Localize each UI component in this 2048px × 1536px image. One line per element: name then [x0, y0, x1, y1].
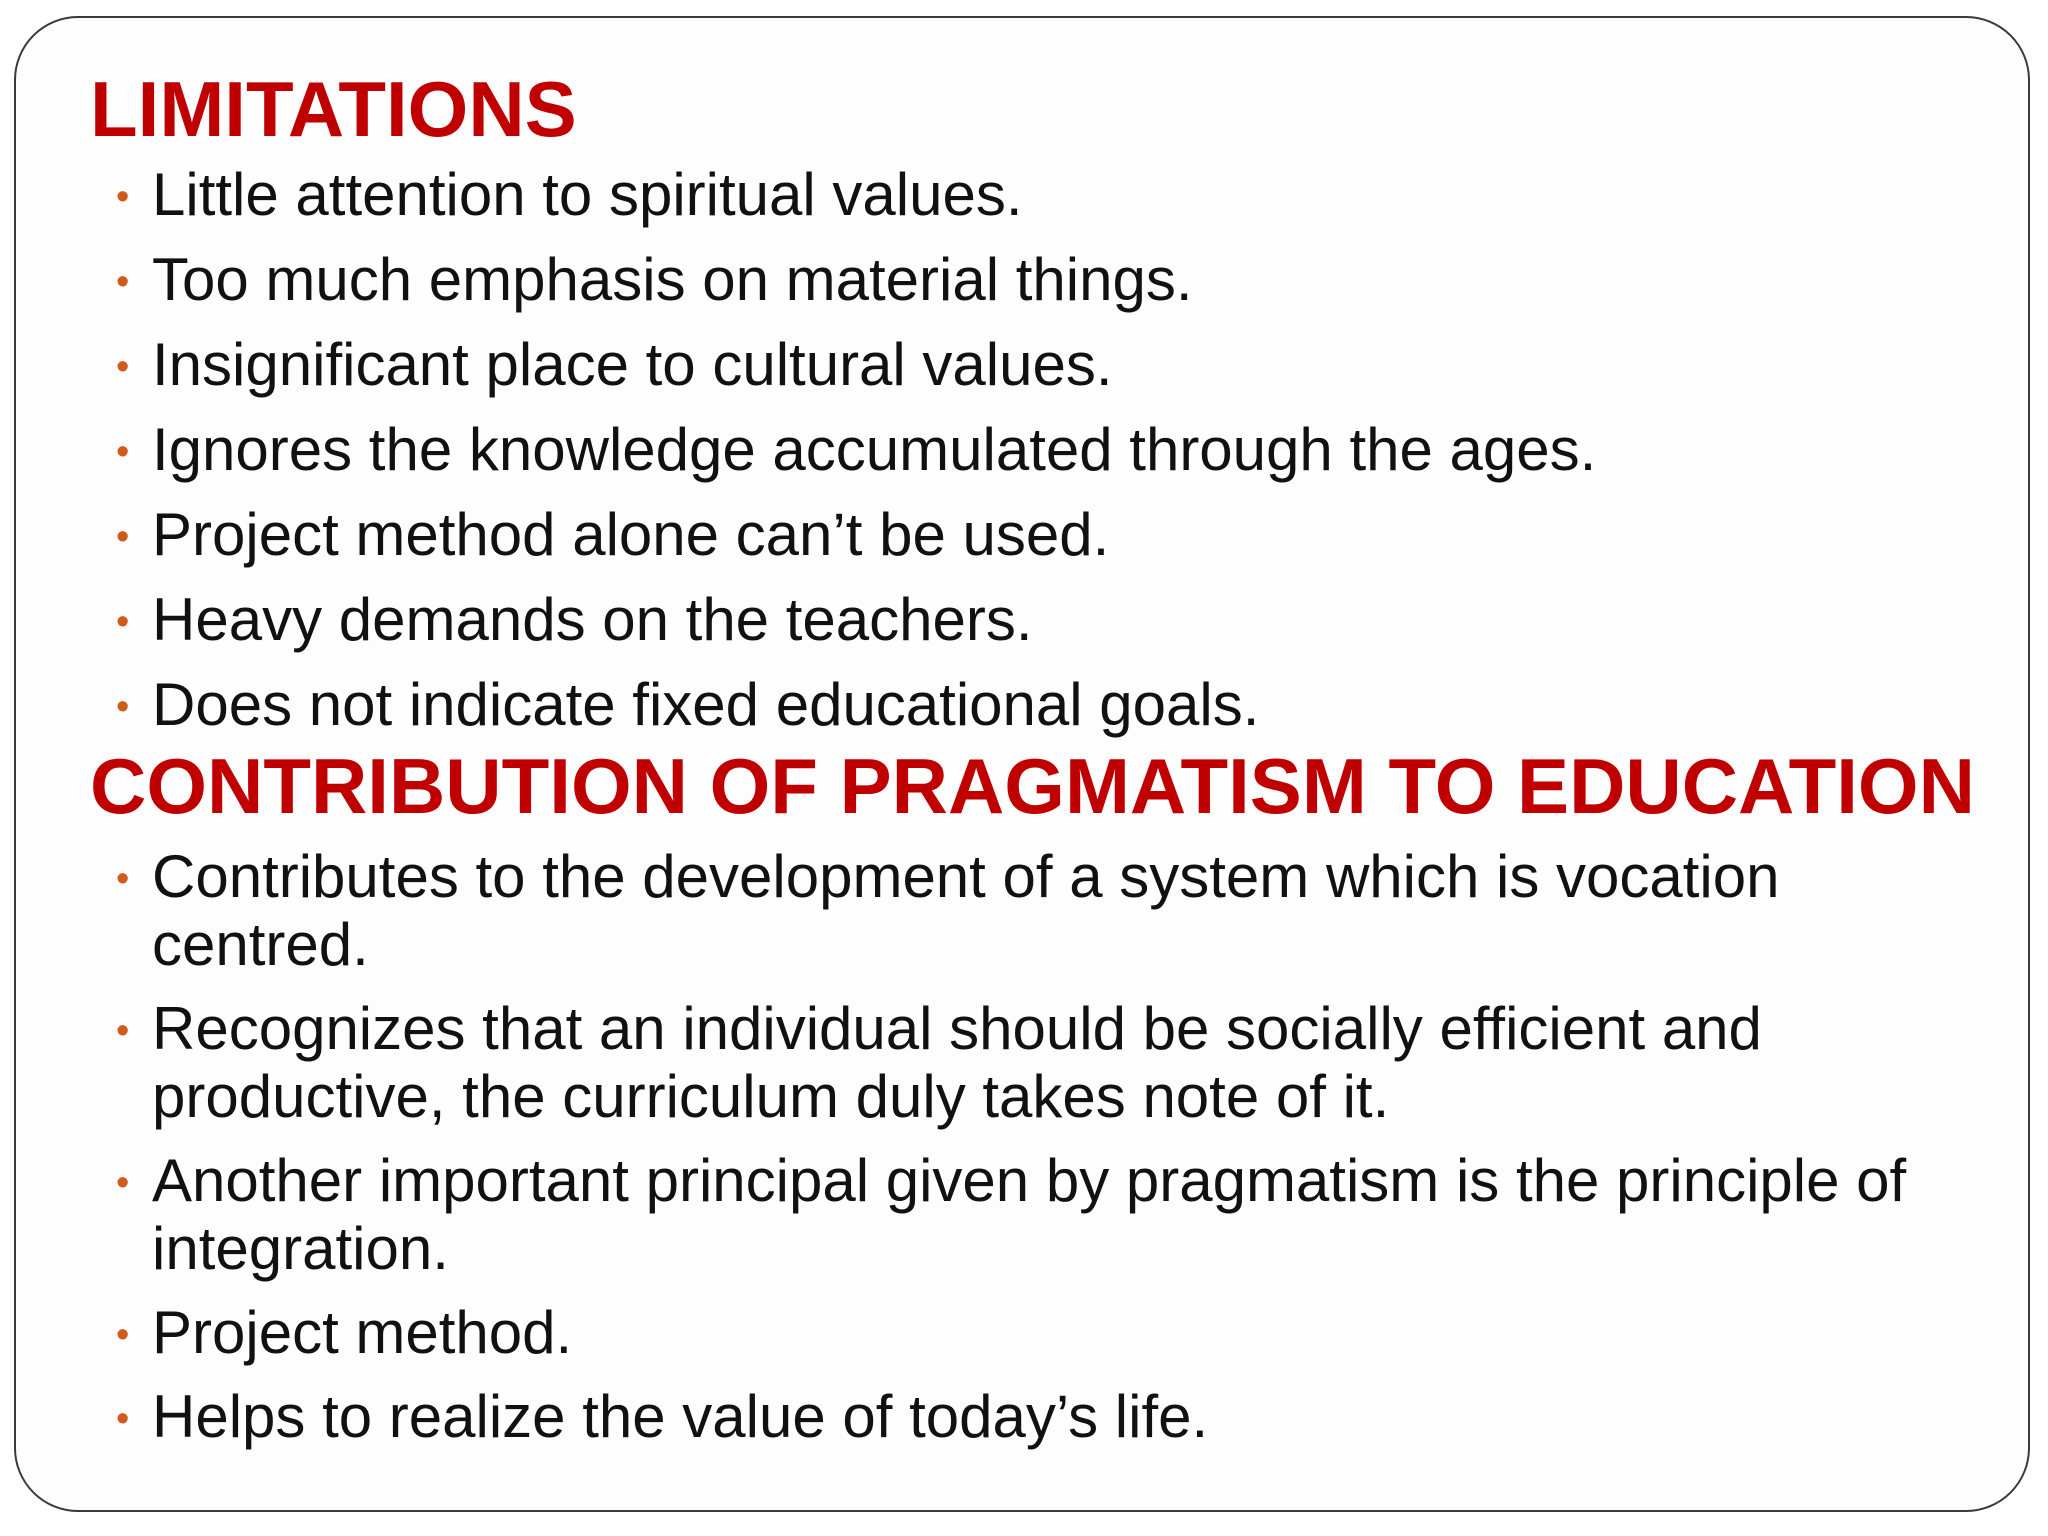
limitation-item-text: Too much emphasis on material things. — [152, 246, 1193, 313]
limitation-item-text: Ignores the knowledge accumulated through the ages. — [152, 416, 1597, 483]
contribution-item — [90, 995, 1990, 1131]
bullet-icon: • — [116, 686, 130, 728]
limitation-item — [90, 415, 1990, 485]
bullet-icon: • — [116, 516, 130, 558]
contribution-item — [90, 1299, 1990, 1367]
bullet-icon: • — [116, 601, 130, 643]
limitation-item — [90, 670, 1990, 740]
contribution-item — [90, 1147, 1990, 1283]
bullet-icon: • — [116, 858, 130, 900]
bullet-icon: • — [116, 261, 130, 303]
limitation-item-text: Does not indicate fixed educational goals. — [152, 671, 1260, 738]
limitations-list — [90, 160, 1990, 740]
bullet-icon: • — [116, 1162, 130, 1204]
limitation-item-text: Little attention to spiritual values. — [152, 161, 1023, 228]
contribution-item — [90, 843, 1990, 979]
contribution-item-text: Contributes to the development of a system which is vocation centred. — [152, 843, 1780, 978]
bullet-icon: • — [116, 176, 130, 218]
contribution-item-text: Helps to realize the value of today’s life. — [152, 1383, 1209, 1450]
limitation-item-text: Insignificant place to cultural values. — [152, 331, 1113, 398]
bullet-icon: • — [116, 1314, 130, 1356]
bullet-icon: • — [116, 1398, 130, 1440]
contribution-list — [90, 843, 1990, 1451]
limitation-item — [90, 585, 1990, 655]
bullet-icon: • — [116, 1010, 130, 1052]
contribution-item — [90, 1383, 1990, 1451]
limitation-item — [90, 160, 1990, 230]
contribution-item-text: Another important principal given by pragmatism is the principle of integration. — [152, 1147, 1907, 1282]
bullet-icon: • — [116, 431, 130, 473]
slide-content — [90, 66, 1990, 1467]
limitation-item-text: Heavy demands on the teachers. — [152, 586, 1033, 653]
bullet-icon: • — [116, 346, 130, 388]
limitation-item — [90, 245, 1990, 315]
limitation-item — [90, 500, 1990, 570]
limitations-heading: LIMITATIONS — [90, 65, 577, 153]
contribution-item-text: Recognizes that an individual should be socially efficient and productive, the curriculum duly takes note of it. — [152, 995, 1762, 1130]
contribution-item-text: Project method. — [152, 1299, 573, 1366]
limitation-item — [90, 330, 1990, 400]
limitation-item-text: Project method alone can’t be used. — [152, 501, 1110, 568]
contribution-heading: CONTRIBUTION OF PRAGMATISM TO EDUCATION — [90, 742, 1975, 830]
